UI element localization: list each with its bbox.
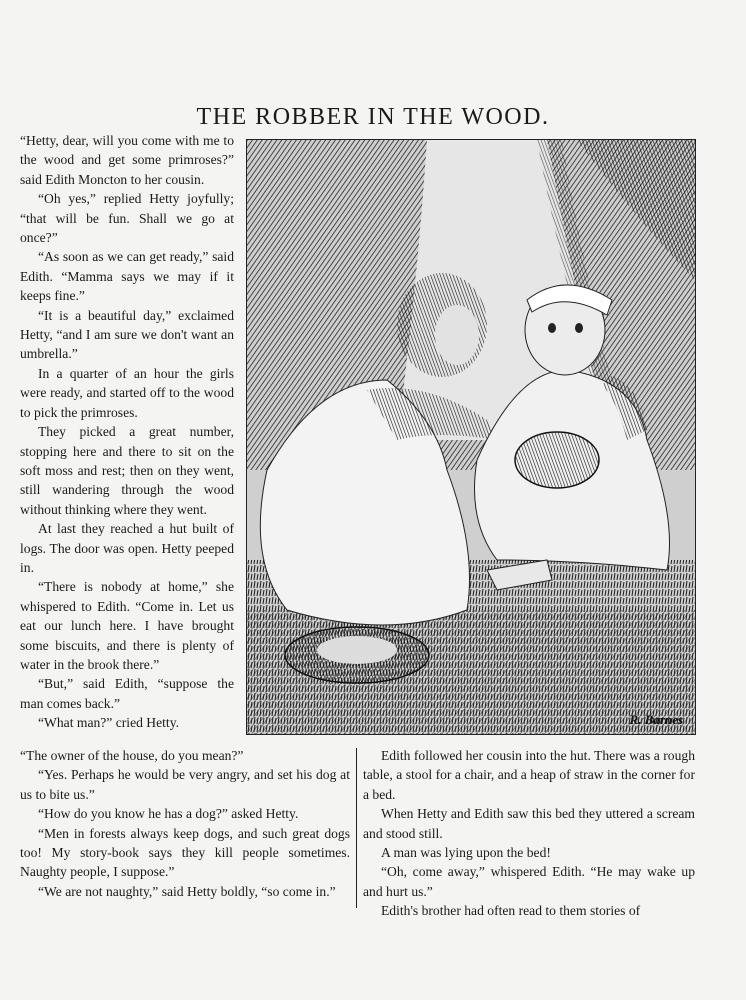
paragraph: “Yes. Perhaps he would be very angry, and set his dog at us to bite us.” [20,767,350,802]
paragraph: “Oh, come away,” whispered Edith. “He may wake up and hurt us.” [363,864,695,899]
paragraph: “But,” said Edith, “suppose the man comes back.” [20,676,234,711]
paragraph: “There is nobody at home,” she whispered to Edith. “Come in. Let us eat our lunch here. I have brought some biscuits, and there is plenty of water in the brook there.” [20,579,234,672]
engraving-two-girls-in-wood-icon [247,140,695,734]
paragraph: In a quarter of an hour the girls were ready, and started off to the wood to pick the primroses. [20,365,234,420]
paragraph: They picked a great number, stopping here and there to sit on the soft moss and rest; then on they went, still wandering through the wood without thinking where they went. [20,424,234,517]
paragraph: “As soon as we can get ready,” said Edith. “Mamma says we may if it keeps fine.” [20,249,234,304]
page-title: THE ROBBER IN THE WOOD. [196,104,550,131]
paragraph: Edith's brother had often read to them stories of [381,903,641,919]
paragraph: “We are not naughty,” said Hetty boldly, “so come in.” [38,883,336,899]
paragraph: Edith followed her cousin into the hut. There was a rough table, a stool for a chair, and a heap of straw in the corner for a bed. [363,748,695,802]
bottom-right-text-column [363,746,695,921]
paragraph: “It is a beautiful day,” exclaimed Hetty, “and I am sure we don't want an umbrella.” [20,307,234,362]
left-text-column [20,131,234,733]
paragraph: A man was lying upon the bed! [381,845,551,861]
column-divider [356,748,357,908]
artist-signature: R. Barnes [629,712,683,727]
paragraph: “Oh yes,” replied Hetty joyfully; “that will be fun. Shall we go at once?” [20,191,234,246]
paragraph: When Hetty and Edith saw this bed they uttered a scream and stood still. [363,806,695,841]
paragraph: At last they reached a hut built of logs. The door was open. Hetty peeped in. [20,521,234,575]
paragraph: “Men in forests always keep dogs, and such great dogs too! My story-book says they kill people sometimes. Naughty people, I suppose.” [20,825,350,880]
paragraph: “What man?” cried Hetty. [38,715,180,731]
illustration-engraving [246,139,696,735]
paragraph: “Hetty, dear, will you come with me to the wood and get some primroses?” said Edith Moncton to her cousin. [20,133,234,187]
bottom-left-text-column [20,746,350,901]
paragraph: “The owner of the house, do you mean?” [20,748,244,763]
paragraph: “How do you know he has a dog?” asked Hetty. [38,806,299,822]
